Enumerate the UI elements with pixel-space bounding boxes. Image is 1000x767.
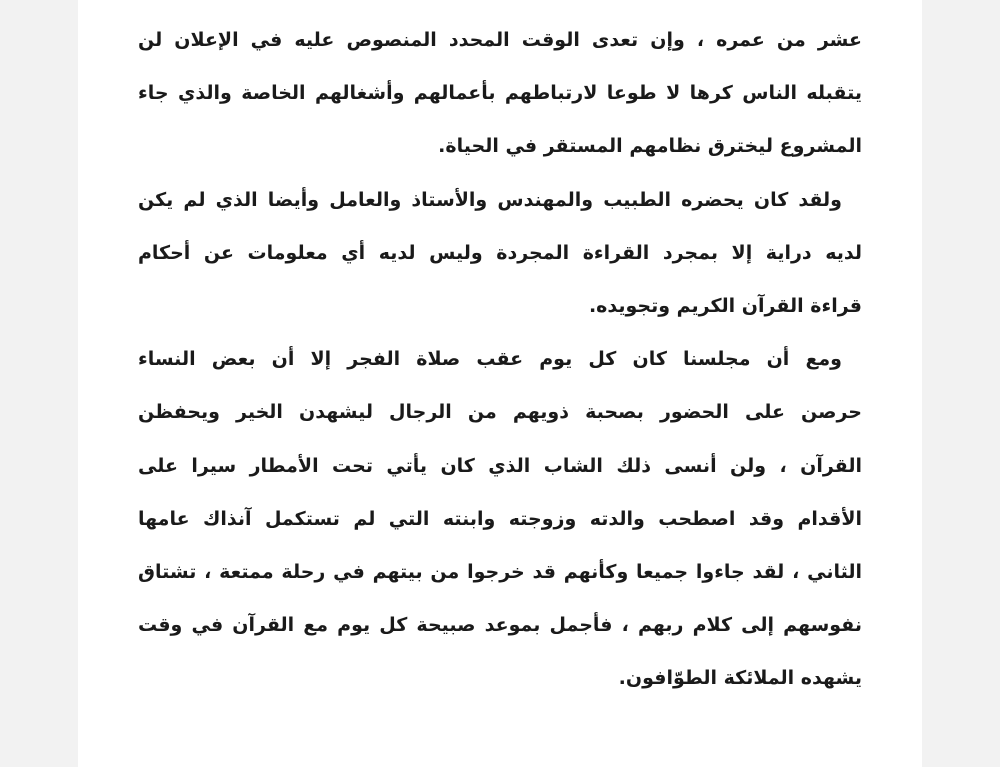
text-line-7: ومع أن مجلسنا كان كل يوم عقب صلاة الفجر إلا أن بعض النساء: [138, 348, 842, 371]
text-line-3: المشروع ليخترق نظامهم المستقر في الحياة.: [438, 135, 862, 158]
text-line-6: قراءة القرآن الكريم وتجويده.: [588, 294, 862, 317]
text-line-4: ولقد كان يحضره الطبيب والمهندس والأستاذ والعامل وأيضا الذي لم يكن: [138, 188, 842, 211]
text-line-5: لديه دراية إلا بمجرد القراءة المجردة وليس لديه أي معلومات عن أحكام: [138, 241, 862, 264]
text-line-1: عشر من عمره ، وإن تعدى الوقت المحدد المنصوص عليه في الإعلان لن: [138, 29, 862, 51]
text-line-12: نفوسهم إلى كلام ربهم ، فأجمل بموعد صبيحة كل يوم مع القرآن في وقت: [138, 614, 862, 637]
text-line-10: الأقدام وقد اصطحب والدته وزوجته وابنته التي لم تستكمل آنذاك عامها: [138, 507, 862, 530]
text-line-13: يشهده الملائكة الطوّافون.: [618, 667, 862, 690]
document-text: [138, 14, 862, 705]
text-line-11: الثاني ، لقد جاءوا جميعا وكأنهم قد خرجوا من بيتهم في رحلة ممتعة ، تشتاق: [138, 560, 862, 583]
text-line-2: يتقبله الناس كرها لا طوعا لارتباطهم بأعمالهم وأشغالهم الخاصة والذي جاء: [138, 82, 862, 105]
text-line-9: القرآن ، ولن أنسى ذلك الشاب الذي كان يأتي تحت الأمطار سيرا على: [138, 454, 862, 477]
document-page: [78, 0, 922, 767]
text-line-8: حرصن على الحضور بصحبة ذويهم من الرجال ليشهدن الخير ويحفظن: [138, 401, 862, 424]
